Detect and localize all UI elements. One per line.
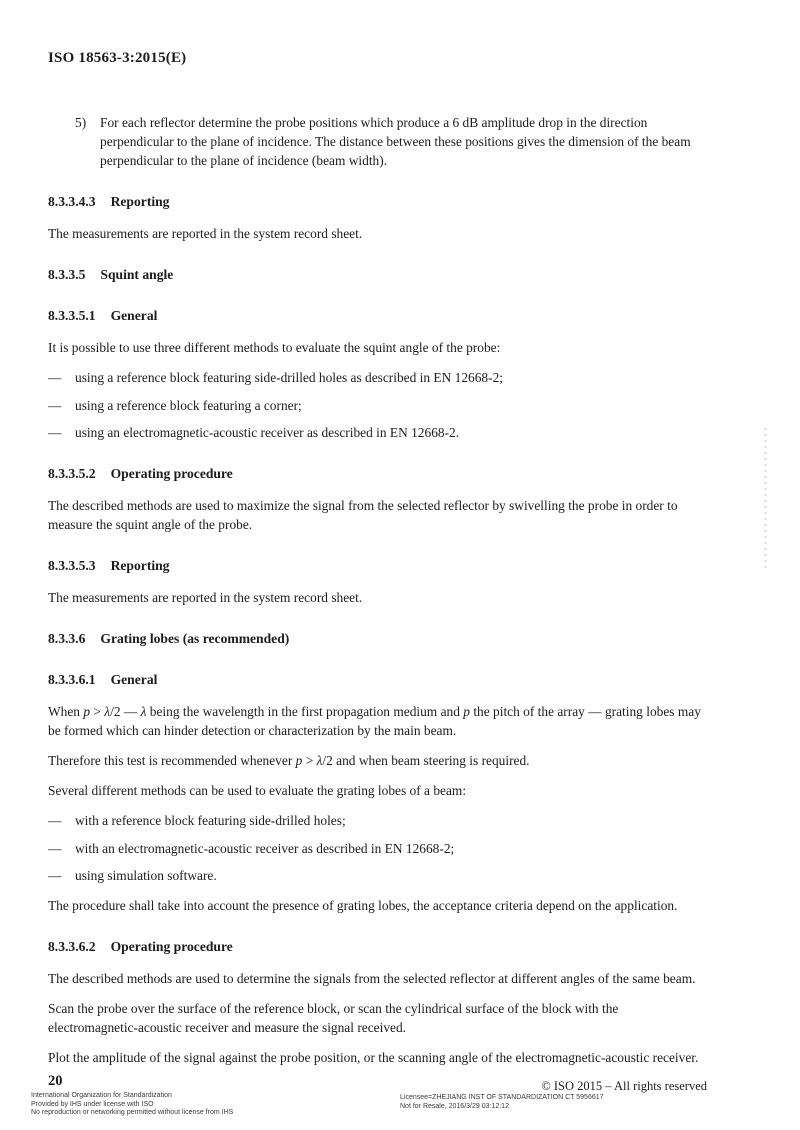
section-number: 8.3.3.5.3	[48, 558, 96, 573]
section-heading	[48, 306, 708, 325]
text-run: The procedure shall take into account the presence of grating lobes, the acceptance criteria depend on the application.	[48, 898, 678, 913]
text-run: For each reflector determine the probe positions which produce a 6 dB amplitude drop in the direction perpendicular to the plane of incidence. The distance between these positions gives the dimension of the beam perpendicular to the plane of incidence (beam width).	[100, 115, 691, 168]
document-body	[48, 96, 708, 1078]
section-heading	[48, 265, 708, 284]
italic-symbol: p	[295, 753, 303, 768]
paragraph	[48, 496, 708, 534]
section-number: 8.3.3.6.2	[48, 939, 96, 954]
section-heading	[48, 937, 708, 956]
section-heading	[48, 192, 708, 211]
list-marker: —	[48, 370, 62, 385]
text-run: /2 and when beam steering is required.	[322, 753, 530, 768]
list-item-text	[75, 425, 459, 440]
ihs-license-note	[31, 1092, 233, 1118]
section-title: Squint angle	[100, 267, 174, 282]
licensee-line: Not for Resale, 2016/3/29 03:12:12	[400, 1103, 509, 1110]
paragraph	[48, 781, 708, 800]
text-run: using a reference block featuring side-drilled holes as described in EN 12668-2;	[75, 370, 503, 385]
text-run: Scan the probe over the surface of the reference block, or scan the cylindrical surface of the block with the electromagnetic-acoustic receiver and measure the signal received.	[48, 1001, 619, 1035]
text-run: using simulation software.	[75, 868, 217, 883]
ihs-line: Provided by IHS under license with ISO	[31, 1100, 154, 1108]
section-heading	[48, 464, 708, 483]
section-number: 8.3.3.6	[48, 631, 86, 646]
dash-list-item	[48, 866, 708, 885]
page-number: 20	[48, 1073, 63, 1089]
list-marker: —	[48, 868, 62, 883]
ihs-line: International Organization for Standardization	[31, 1092, 172, 1099]
list-item-text	[75, 813, 346, 828]
italic-symbol: λ	[140, 704, 147, 719]
list-item-text	[75, 398, 302, 413]
section-title: Operating procedure	[110, 466, 233, 481]
text-run: with an electromagnetic-acoustic receiver as described in EN 12668-2;	[75, 840, 455, 856]
list-marker: 5)	[75, 115, 87, 130]
right-margin-scan-marks	[764, 428, 767, 568]
text-run: the pitch of the array — grating lobes may be formed which can hinder detection or characterization by the main beam.	[48, 704, 701, 738]
section-number: 8.3.3.6.1	[48, 672, 96, 687]
dash-list-item	[48, 368, 708, 387]
document-header: ISO 18563-3:2015(E)	[48, 50, 187, 66]
paragraph	[48, 751, 708, 770]
text-run: The described methods are used to maximize the signal from the selected reflector by swivelling the probe in order to measure the squint angle of the probe.	[48, 498, 678, 532]
section-number: 8.3.3.4.3	[48, 194, 96, 209]
section-title: General	[110, 672, 158, 687]
dash-list-item	[48, 396, 708, 415]
italic-symbol: λ	[316, 753, 323, 768]
section-title: General	[110, 308, 158, 323]
text-run: The described methods are used to determine the signals from the selected reflector at different angles of the same beam.	[48, 971, 696, 986]
paragraph	[48, 588, 708, 607]
text-run: using a reference block featuring a corner;	[75, 397, 302, 413]
text-run: being the wavelength in the first propagation medium and	[146, 704, 464, 719]
text-run: >	[90, 704, 105, 719]
italic-symbol: p	[83, 704, 91, 719]
text-run: using an electromagnetic-acoustic receiver as described in EN 12668-2.	[75, 425, 460, 440]
section-title: Operating procedure	[110, 939, 233, 954]
numbered-list-item	[48, 113, 708, 170]
text-run: Therefore this test is recommended whenever	[48, 753, 296, 768]
paragraph	[48, 224, 708, 243]
section-number: 8.3.3.5.1	[48, 308, 96, 323]
list-item-text	[75, 868, 217, 883]
list-marker: —	[48, 813, 62, 828]
list-item-text	[100, 115, 691, 168]
paragraph	[48, 1048, 708, 1067]
list-marker: —	[48, 425, 62, 440]
section-heading	[48, 629, 708, 648]
text-run: Several different methods can be used to evaluate the grating lobes of a beam:	[48, 783, 467, 798]
italic-symbol: p	[463, 704, 470, 719]
text-run: Plot the amplitude of the signal against the probe position, or the scanning angle of the electromagnetic-acoustic receiver.	[48, 1050, 699, 1065]
text-run: The measurements are reported in the system record sheet.	[48, 226, 363, 241]
paragraph	[48, 702, 708, 740]
section-number: 8.3.3.5.2	[48, 466, 96, 481]
paragraph	[48, 999, 708, 1037]
text-run: When	[48, 704, 84, 719]
list-marker: —	[48, 840, 62, 856]
ihs-line: No reproduction or networking permitted without license from IHS	[31, 1109, 234, 1116]
list-item-text	[75, 841, 454, 856]
list-marker: —	[48, 397, 62, 413]
section-title: Grating lobes (as recommended)	[100, 631, 290, 646]
paragraph	[48, 896, 708, 915]
licensee-line: Licensee=ZHEJIANG INST OF STANDARDIZATION CT 5956617	[400, 1094, 604, 1101]
text-run: The measurements are reported in the system record sheet.	[48, 590, 363, 605]
section-heading	[48, 556, 708, 575]
section-title: Reporting	[110, 558, 170, 573]
dash-list-item	[48, 423, 708, 442]
text-run: /2 —	[110, 704, 141, 719]
licensee-note	[400, 1093, 604, 1111]
italic-symbol: λ	[104, 704, 111, 719]
paragraph	[48, 338, 708, 357]
text-run: It is possible to use three different methods to evaluate the squint angle of the probe:	[48, 340, 501, 355]
section-title: Reporting	[110, 194, 170, 209]
paragraph	[48, 969, 708, 988]
text-run: >	[302, 753, 317, 768]
section-number: 8.3.3.5	[48, 267, 86, 282]
dash-list-item	[48, 811, 708, 830]
list-item-text	[75, 370, 503, 385]
copyright-notice: © ISO 2015 – All rights reserved	[541, 1079, 707, 1093]
dash-list-item	[48, 839, 708, 858]
section-heading	[48, 670, 708, 689]
text-run: with a reference block featuring side-drilled holes;	[75, 813, 346, 828]
